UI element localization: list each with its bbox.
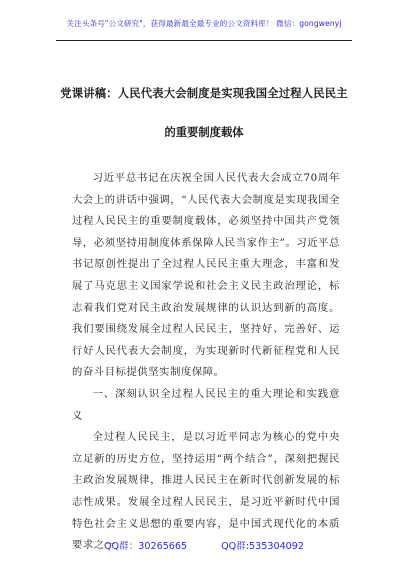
document-body bbox=[72, 168, 340, 557]
section-heading: 一、深刻认识全过程人民民主的重大理论和实践意义 bbox=[72, 387, 340, 422]
paragraph-section-one: 全过程人民民主，是以习近平同志为核心的党中央立足新的历史方位，坚持运用“两个结合”，深刻把握民主政治发展规律，推进人民民主在新时代创新发展的标志性成果。发展全过程人民民主，是习近平新时代中国特色社会主义思想的重要内容，是中国式现代化的本质要求之一 bbox=[72, 431, 340, 552]
header-divider bbox=[56, 40, 352, 41]
paragraph-intro: 习近平总书记在庆祝全国人民代表大会成立70周年大会上的讲话中强调，“人民代表大会制度是实现我国全过程人民民主的重要制度载体，必须坚持中国共产党领导，必须坚持用制度体系保障人民当家作主”。习近平总书记原创性提出了全过程人民民主重大理念，丰富和发展了马克思主义国家学说和社会主义民主政治理论，标志着我们党对民主政治发展规律的认识达到新的高度。我们要围绕发展全过程人民民主，坚持好、完善好、运行好人民代表大会制度，为实现新时代新征程党和人民的奋斗目标提供坚实制度保障。 bbox=[72, 172, 340, 379]
promo-banner: 关注头条号"公文研究"，获得最新最全最专业的公文资料库！ 微信：gongwenyj bbox=[66, 19, 342, 28]
footer-qq-group-2: QQ群:535304092 bbox=[221, 541, 304, 552]
footer bbox=[0, 538, 408, 552]
footer-qq-group-1: QQ群：30265665 bbox=[104, 541, 188, 552]
document-title-line2: 的重要制度载体 bbox=[164, 126, 244, 139]
document-title-line1: 党课讲稿：人民代表大会制度是实现我国全过程人民民主 bbox=[60, 87, 348, 100]
